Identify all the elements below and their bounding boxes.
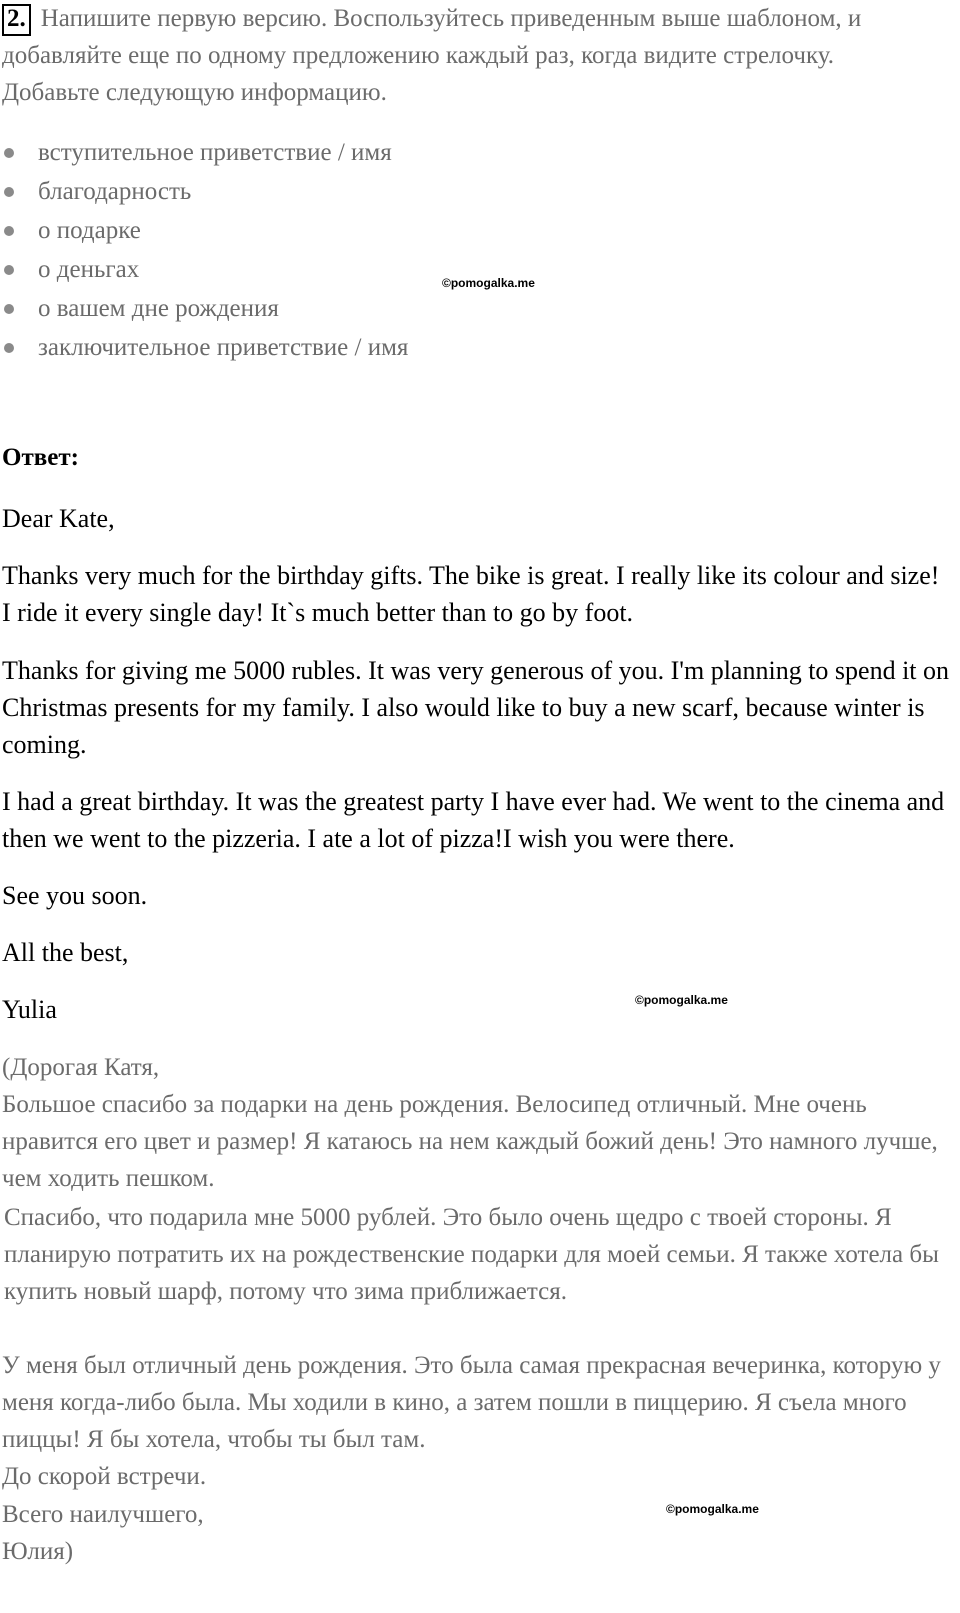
list-item: о вашем дне рождения <box>0 290 408 329</box>
bullet-icon <box>4 187 14 197</box>
bullet-icon <box>4 148 14 158</box>
letter-en-greeting: Dear Kate, <box>2 504 115 533</box>
letter-ru-see-you: До скорой встречи. <box>2 1463 207 1490</box>
letter-ru-paragraph-2: Спасибо, что подарила мне 5000 рублей. Это было очень щедро с твоей стороны. Я планирую потратить их на рождественские подарки для моей семьи. Я также хотела бы купить новый шарф, потому что зима приближается. <box>4 1204 939 1305</box>
list-item: вступительное приветствие / имя <box>0 134 408 173</box>
bullet-icon <box>4 304 14 314</box>
bullet-icon <box>4 343 14 353</box>
task-number: 2. <box>2 4 31 36</box>
bullet-list <box>0 134 408 368</box>
list-item: заключительное приветствие / имя <box>0 329 408 368</box>
bullet-icon <box>4 226 14 236</box>
answer-label: Ответ: <box>2 444 79 471</box>
letter-en-paragraph-3: I had a great birthday. It was the greatest party I have ever had. We went to the cinema and then we went to the pizzeria. I ate a lot of pizza!I wish you were there. <box>2 787 945 853</box>
list-item: благодарность <box>0 173 408 212</box>
letter-ru-greeting: (Дорогая Катя, <box>2 1054 160 1081</box>
list-item: о деньгах <box>0 251 408 290</box>
watermark: ©pomogalka.me <box>635 993 728 1007</box>
letter-ru-paragraph-3: У меня был отличный день рождения. Это была самая прекрасная вечеринка, которую у меня когда-либо была. Мы ходили в кино, а затем пошли в пиццерию. Я съела много пиццы! Я бы хотела, чтобы ты был там. <box>2 1352 941 1453</box>
letter-en-signature: Yulia <box>2 995 57 1024</box>
watermark: ©pomogalka.me <box>666 1502 759 1516</box>
letter-ru-closing: Всего наилучшего, <box>2 1501 204 1528</box>
task-instruction-text: Напишите первую версию. Воспользуйтесь приведенным выше шаблоном, и добавляйте еще по одному предложению каждый раз, когда видите стрелочку. Добавьте следующую информацию. <box>2 5 862 106</box>
watermark: ©pomogalka.me <box>442 276 535 290</box>
letter-en-paragraph-1: Thanks very much for the birthday gifts. The bike is great. I really like its colour and size! I ride it every single day! It`s much better than to go by foot. <box>2 561 940 627</box>
task-instruction <box>2 0 902 111</box>
list-item: о подарке <box>0 212 408 251</box>
letter-en-see-you: See you soon. <box>2 881 148 910</box>
bullet-icon <box>4 265 14 275</box>
letter-ru-signature: Юлия) <box>2 1538 74 1565</box>
letter-ru-paragraph-1: Большое спасибо за подарки на день рождения. Велосипед отличный. Мне очень нравится его цвет и размер! Я катаюсь на нем каждый божий день! Это намного лучше, чем ходить пешком. <box>2 1091 938 1192</box>
letter-en-closing: All the best, <box>2 938 129 967</box>
letter-en-paragraph-2: Thanks for giving me 5000 rubles. It was very generous of you. I'm planning to spend it on Christmas presents for my family. I also would like to buy a new scarf, because winter is coming. <box>2 656 950 759</box>
